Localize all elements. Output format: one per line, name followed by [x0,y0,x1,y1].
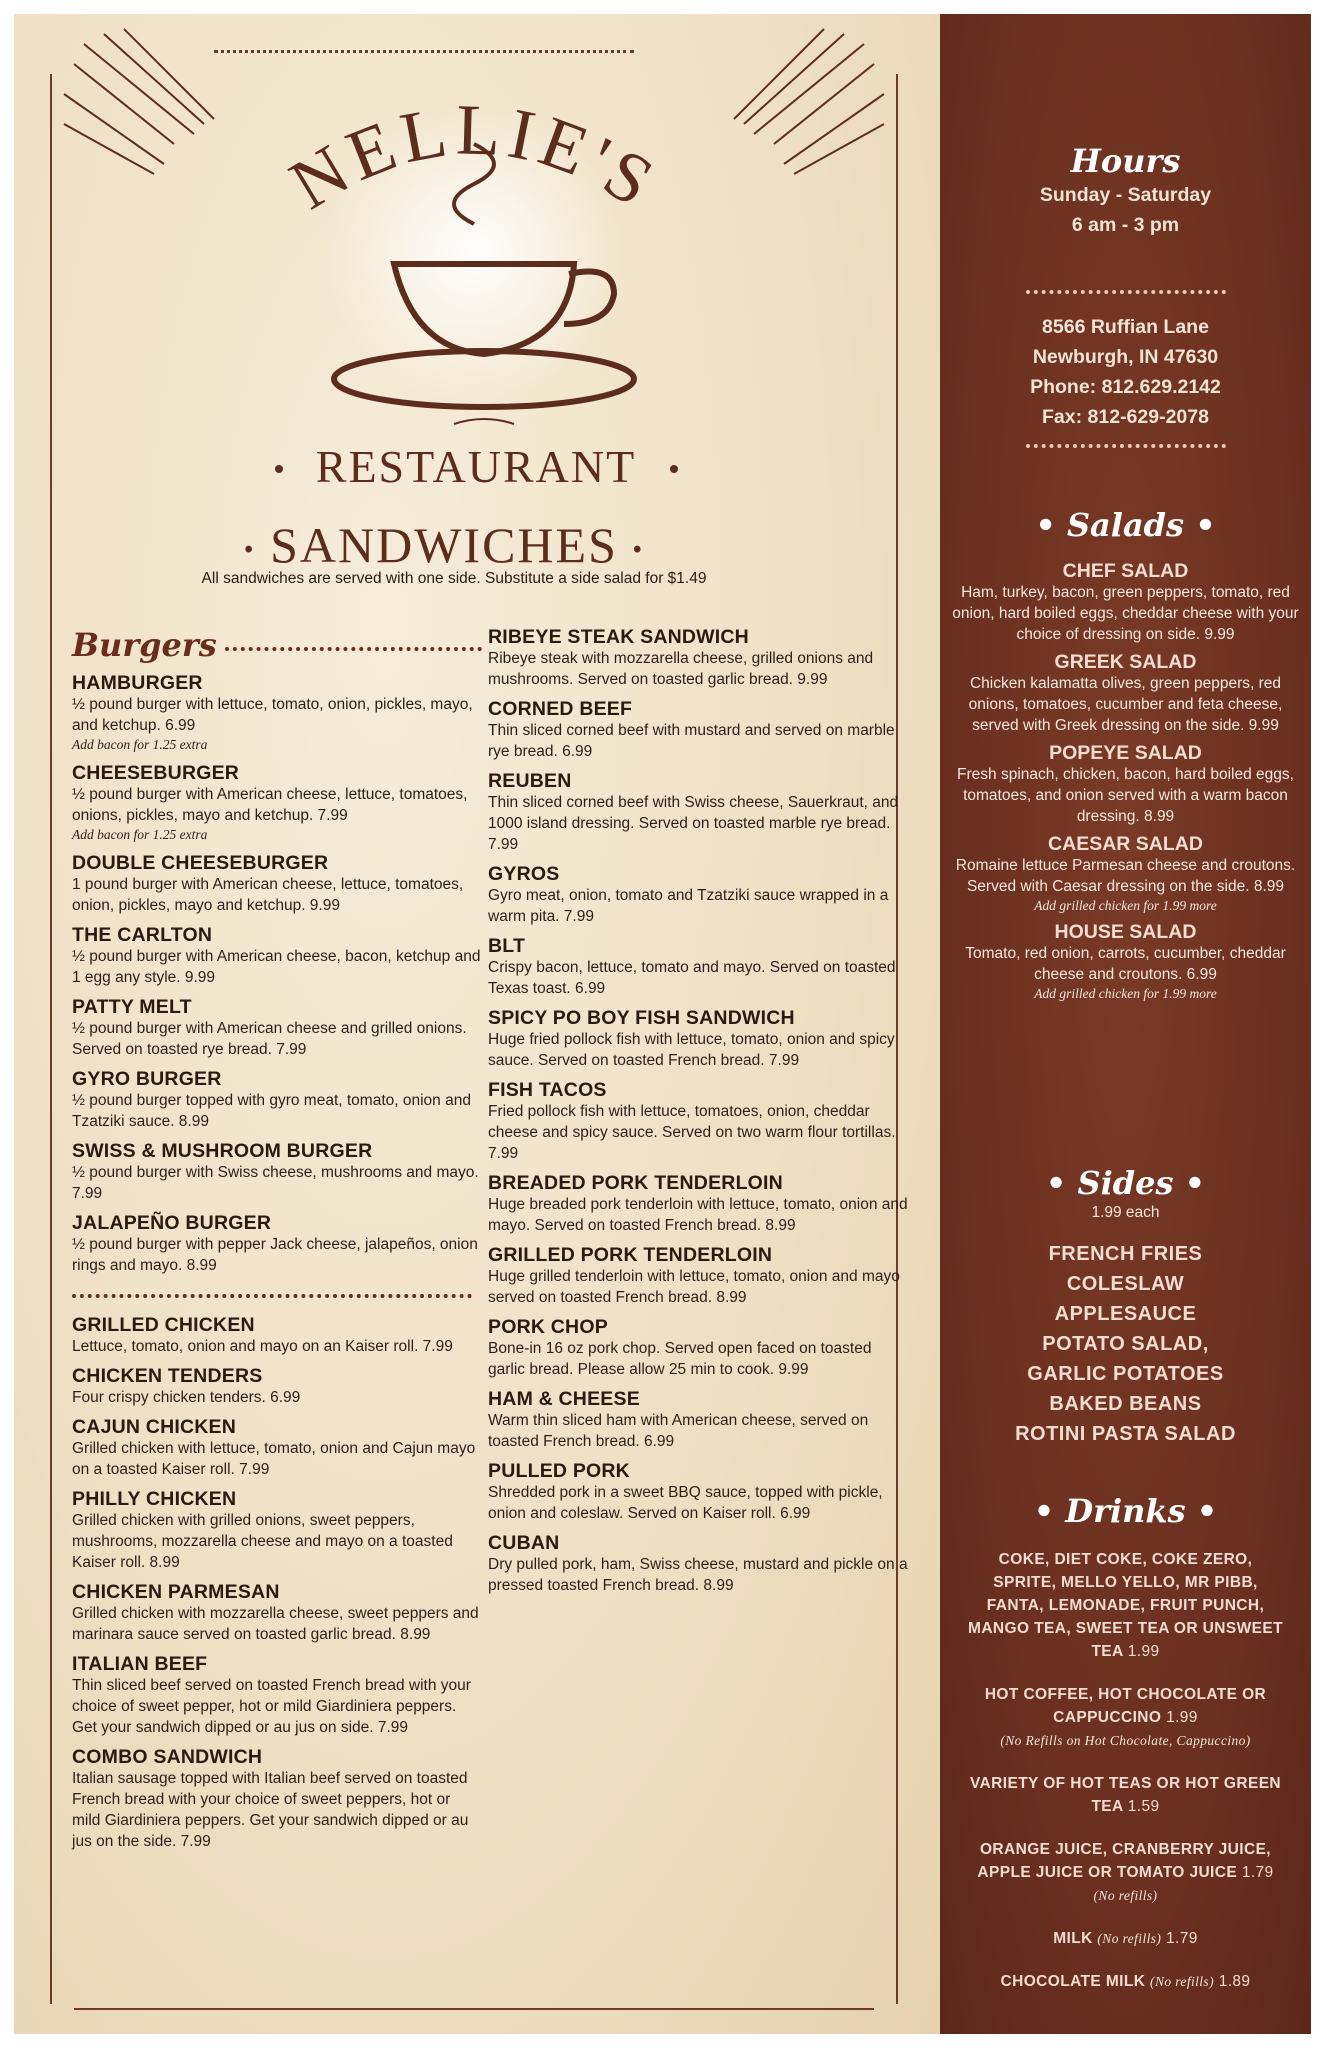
item-description: Grilled chicken with mozzarella cheese, sweet peppers and marinara sauce served on toasted garlic bread. 8.99 [72,1605,479,1643]
item-description: Thin sliced corned beef with Swiss cheese, Sauerkraut, and 1000 island dressing. Served on toasted marble rye bread. 7.99 [488,794,899,853]
item-description: Huge fried pollock fish with lettuce, tomato, onion and spicy sauce. Served on toasted French bread. 7.99 [488,1031,895,1069]
menu-item [72,1140,482,1204]
side-item: POTATO SALAD, [1042,1333,1209,1355]
item-name: HAMBURGER [72,672,203,694]
side-item: FRENCH FRIES [1048,1243,1203,1265]
item-description: Warm thin sliced ham with American cheese, served on toasted French bread. 6.99 [488,1412,869,1450]
salad-item [940,742,1311,827]
item-name: COMBO SANDWICH [72,1746,263,1768]
menu-item [72,1416,482,1480]
salad-name: CAESAR SALAD [1048,833,1203,855]
menu-item [488,1532,908,1596]
item-description: ½ pound burger topped with gyro meat, tomato, onion and Tzatziki sauce. 8.99 [72,1092,471,1130]
item-note: Add bacon for 1.25 extra [72,827,208,842]
drink-price: 1.79 [1166,1930,1198,1947]
dotted-divider [1026,444,1226,448]
salad-description: Tomato, red onion, carrots, cucumber, cheddar cheese and croutons. 6.99 [965,945,1286,983]
menu-item [488,626,908,690]
item-name: PHILLY CHICKEN [72,1488,237,1510]
menu-item [488,1079,908,1164]
menu-item [72,924,482,988]
menu-item [72,852,482,916]
salad-item [940,651,1311,736]
menu-item [488,770,908,855]
logo-top-text: NELLIE'S [276,89,672,225]
sandwich-column-1 [72,626,482,1860]
item-description: Thin sliced beef served on toasted French bread with your choice of sweet pepper, hot or mild Giardiniera peppers. Get your sandwich dipped or au jus on side. 7.99 [72,1677,471,1736]
salad-item [940,833,1311,915]
drink-item [968,1970,1283,1993]
item-name: SPICY PO BOY FISH SANDWICH [488,1007,795,1029]
left-panel [14,14,940,2034]
section-title: • SANDWICHES • [243,517,645,573]
item-description: ½ pound burger with American cheese, bacon, ketchup and 1 egg any style. 9.99 [72,948,481,986]
drink-note: (No refills) [1093,1888,1158,1903]
menu-item [488,1316,908,1380]
contact-fax: Fax: 812-629-2078 [1042,406,1209,428]
menu-item [72,762,482,844]
side-item: GARLIC POTATOES [1027,1363,1224,1385]
menu-item [72,1653,482,1738]
drink-note: (No refills) [1097,1931,1162,1946]
item-description: Fried pollock fish with lettuce, tomatoes, onion, cheddar cheese and spicy sauce. Served on two warm flour tortillas. 7.99 [488,1103,896,1162]
hours-block [940,142,1311,240]
item-name: DOUBLE CHEESEBURGER [72,852,329,874]
salad-item [940,560,1311,645]
salad-note: Add grilled chicken for 1.99 more [1034,986,1217,1001]
menu-item [72,672,482,754]
side-item: ROTINI PASTA SALAD [1015,1423,1236,1445]
drink-price: 1.59 [1127,1798,1160,1815]
menu-item [488,1007,908,1071]
item-name: GRILLED PORK TENDERLOIN [488,1244,773,1266]
item-name: CHICKEN PARMESAN [72,1581,280,1603]
sides-heading: • Sides • [1045,1164,1206,1202]
item-name: JALAPEÑO BURGER [72,1212,272,1234]
item-description: Ribeye steak with mozzarella cheese, grilled onions and mushrooms. Served on toasted garlic bread. 9.99 [488,650,874,688]
salad-item [940,921,1311,1003]
item-description: 1 pound burger with American cheese, lettuce, tomatoes, onion, pickles, mayo and ketchup. 9.99 [72,876,464,914]
salad-name: HOUSE SALAD [1054,921,1197,943]
menu-sheet [14,14,1311,2034]
item-description: Thin sliced corned beef with mustard and served on marble rye bread. 6.99 [488,722,895,760]
menu-item [488,935,908,999]
burgers-heading [72,626,482,664]
burgers-heading-text: Burgers [72,626,217,664]
contact-city: Newburgh, IN 47630 [1032,346,1219,368]
drink-name: COKE, DIET COKE, COKE ZERO, SPRITE, MELLO YELLO, MR PIBB, FANTA, LEMONADE, FRUIT PUNCH, MANGO TEA, SWEET TEA OR UNSWEET TEA [968,1551,1283,1660]
item-name: CAJUN CHICKEN [72,1416,237,1438]
item-description: ½ pound burger with American cheese, lettuce, tomatoes, onions, pickles, mayo and ketchup. 7.99 [72,786,468,824]
item-description: Huge breaded pork tenderloin with lettuce, tomato, onion and mayo. Served on toasted French bread. 8.99 [488,1196,908,1234]
restaurant-logo [54,24,894,494]
menu-item [72,1488,482,1573]
salad-description: Romaine lettuce Parmesan cheese and croutons. Served with Caesar dressing on the side. 8.99 [955,857,1296,895]
frame-left [50,74,52,2004]
sides-heading-text: Sides [1077,1164,1174,1202]
menu-item [72,1746,482,1852]
drink-price: 1.79 [1241,1864,1274,1881]
item-name: CUBAN [488,1532,560,1554]
item-name: BLT [488,935,526,957]
sides-price: 1.99 each [1091,1204,1160,1221]
contact-address: 8566 Ruffian Lane [1042,316,1209,338]
drink-name: ORANGE JUICE, CRANBERRY JUICE, APPLE JUICE OR TOMATO JUICE [977,1841,1272,1881]
side-item: BAKED BEANS [1049,1393,1202,1415]
item-name: CORNED BEEF [488,698,633,720]
drink-item [968,1772,1283,1818]
salads-block [940,506,1311,1003]
menu-item [488,1172,908,1236]
item-description: ½ pound burger with lettuce, tomato, onion, pickles, mayo, and ketchup. 6.99 [72,696,473,734]
menu-item [72,1581,482,1645]
item-description: Crispy bacon, lettuce, tomato and mayo. Served on toasted Texas toast. 6.99 [488,959,896,997]
item-name: HAM & CHEESE [488,1388,640,1410]
item-name: THE CARLTON [72,924,213,946]
drink-note: (No refills) [1150,1974,1214,1989]
item-description: Grilled chicken with grilled onions, sweet peppers, mushrooms, mozzarella cheese and mayo on a toasted Kaiser roll. 8.99 [72,1512,453,1571]
menu-item [72,1314,482,1357]
menu-item [488,1244,908,1308]
item-note: Add bacon for 1.25 extra [72,737,208,752]
drink-name: MILK [1053,1930,1093,1947]
drinks-heading-text: Drinks [1065,1492,1186,1530]
item-description: Dry pulled pork, ham, Swiss cheese, mustard and pickle on a pressed toasted French bread. 8.99 [488,1556,908,1594]
drink-price: 1.89 [1218,1973,1251,1990]
hours-heading: Hours [1070,142,1181,180]
item-name: ITALIAN BEEF [72,1653,208,1675]
item-name: REUBEN [488,770,572,792]
drinks-block [940,1492,1311,2013]
drink-name: VARIETY OF HOT TEAS OR HOT GREEN TEA [969,1775,1282,1815]
item-description: Lettuce, tomato, onion and mayo on an Kaiser roll. 7.99 [72,1338,453,1355]
menu-item [72,1068,482,1132]
hours-time: 6 am - 3 pm [1071,214,1180,236]
item-description: Italian sausage topped with Italian beef served on toasted French bread with your choice of sweet peppers, hot or mild Giardiniera peppers. Get your sandwich dipped or au jus on the side. 7.99 [72,1770,469,1850]
logo-bottom-text: RESTAURANT [315,441,637,492]
item-description: ½ pound burger with Swiss cheese, mushrooms and mayo. 7.99 [72,1164,479,1202]
salad-name: GREEK SALAD [1054,651,1197,673]
item-name: CHICKEN TENDERS [72,1365,263,1387]
menu-item [488,863,908,927]
side-item: APPLESAUCE [1054,1303,1197,1325]
section-title-text: SANDWICHES [270,517,618,573]
salad-description: Ham, turkey, bacon, green peppers, tomato, red onion, hard boiled eggs, cheddar cheese with your choice of dressing on side. 9.99 [952,584,1299,643]
menu-item [72,996,482,1060]
salad-note: Add grilled chicken for 1.99 more [1034,898,1217,913]
item-name: GRILLED CHICKEN [72,1314,255,1336]
item-name: RIBEYE STEAK SANDWICH [488,626,749,648]
salad-description: Chicken kalamatta olives, green peppers, red onions, tomatoes, cucumber and feta cheese, served with Greek dressing on the side. 9.99 [968,675,1283,734]
sandwich-column-2 [488,626,908,1604]
menu-item [488,1460,908,1524]
item-description: Huge grilled tenderloin with lettuce, tomato, onion and mayo served on toasted French bread. 8.99 [488,1268,900,1306]
item-name: PORK CHOP [488,1316,608,1338]
item-description: Gyro meat, onion, tomato and Tzatziki sauce wrapped in a warm pita. 7.99 [488,887,889,925]
drink-price: 1.99 [1127,1643,1160,1660]
menu-item [72,1212,482,1276]
salad-name: POPEYE SALAD [1049,742,1202,764]
drink-note: (No Refills on Hot Chocolate, Cappuccino) [1000,1733,1251,1748]
menu-item [488,1388,908,1452]
item-name: GYROS [488,863,560,885]
item-name: GYRO BURGER [72,1068,222,1090]
drink-item [968,1548,1283,1663]
item-description: ½ pound burger with American cheese and grilled onions. Served on toasted rye bread. 7.99 [72,1020,467,1058]
hours-days: Sunday - Saturday [1039,184,1212,206]
item-name: PULLED PORK [488,1460,630,1482]
item-description: Bone-in 16 oz pork chop. Served open faced on toasted garlic bread. Please allow 25 min to cook. 9.99 [488,1340,872,1378]
frame-bottom [74,2008,874,2010]
menu-item [72,1365,482,1408]
salad-description: Fresh spinach, chicken, bacon, hard boiled eggs, tomatoes, and onion served with a warm bacon dressing. 8.99 [957,766,1294,825]
drink-item [968,1838,1283,1907]
item-name: BREADED PORK TENDERLOIN [488,1172,783,1194]
item-description: Shredded pork in a sweet BBQ sauce, topped with pickle, onion and coleslaw. Served on Kaiser roll. 6.99 [488,1484,883,1522]
item-description: Four crispy chicken tenders. 6.99 [72,1389,301,1406]
drink-name: HOT COFFEE, HOT CHOCOLATE OR CAPPUCCINO [984,1686,1267,1726]
drink-price: 1.99 [1166,1709,1198,1726]
salads-heading-text: Salads [1066,506,1185,544]
salad-name: CHEF SALAD [1062,560,1189,582]
dotted-divider [72,1294,472,1298]
menu-item [488,698,908,762]
drink-item [968,1683,1283,1752]
item-description: ½ pound burger with pepper Jack cheese, jalapeños, onion rings and mayo. 8.99 [72,1236,478,1274]
item-name: PATTY MELT [72,996,192,1018]
side-item: COLESLAW [1066,1273,1185,1295]
item-name: SWISS & MUSHROOM BURGER [72,1140,373,1162]
section-subtitle: All sandwiches are served with one side. Substitute a side salad for $1.49 [201,570,707,587]
item-name: CHEESEBURGER [72,762,240,784]
salads-heading: • Salads • [1035,506,1216,544]
item-description: Grilled chicken with lettuce, tomato, onion and Cajun mayo on a toasted Kaiser roll. 7.99 [72,1440,476,1478]
contact-phone: Phone: 812.629.2142 [1030,376,1221,398]
drink-item [968,1927,1283,1950]
item-name: FISH TACOS [488,1079,607,1101]
drinks-heading: • Drinks • [1033,1492,1218,1530]
sides-block [940,1164,1311,1449]
contact-block [940,290,1311,448]
drink-name: CHOCOLATE MILK [1000,1973,1146,1990]
